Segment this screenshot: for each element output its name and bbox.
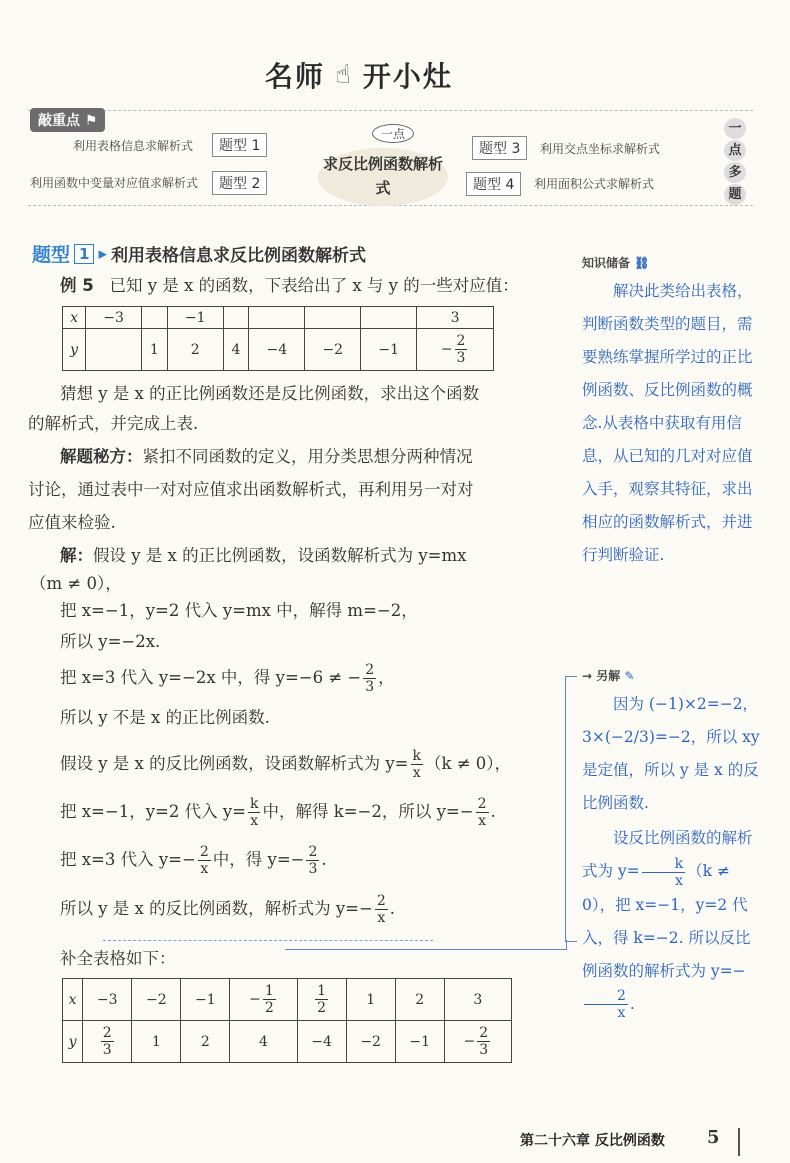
knowledge-heading: 知识储备 ⛓ [582,256,650,270]
table-row-y [63,329,494,371]
table-cell: y [63,329,86,371]
type4-label: 题型 4 [466,172,521,196]
type2-text: 利用函数中变量对应值求解析式 [30,176,199,190]
pointing-hand-icon: ☝ [335,60,353,90]
table-cell: 2 [181,1021,230,1063]
solution-line-9: 把 x=3 代入 y=− $\frac{2}{x}$ 中，得 y=− $\frac{2}{3}$ . [60,844,327,877]
tip-line-3: 应值来检验. [28,513,116,532]
solution-line-2: （m ≠ 0）， [30,574,122,593]
value-table [62,306,494,371]
table-cell: 1 [132,1021,181,1063]
type1-label: 题型 1 [212,133,267,157]
table-cell: − $\frac{2}{3}$ [444,1021,511,1063]
table-cell: − $\frac{2}{3}$ [417,329,494,371]
vertical-tag: 一 点 多 题 [724,118,746,206]
table-cell: − $\frac{1}{2}$ [230,979,297,1021]
type3-text: 利用交点坐标求解析式 [540,142,661,156]
table-cell: −1 [395,1021,444,1063]
title-left: 名师 [265,60,326,93]
table-cell: −2 [305,329,361,371]
type4-text: 利用面积公式求解析式 [534,177,655,191]
page-title [265,55,453,95]
table-cell: 3 [417,307,494,329]
speech-bubble: 一点 [372,124,414,143]
table-cell: −2 [346,1021,395,1063]
table-cell: 4 [230,1021,297,1063]
table-cell: 1 [142,329,168,371]
table-cell: −1 [361,329,417,371]
type1-text: 利用表格信息求解析式 [73,139,194,153]
solution-line-6: 所以 y 不是 x 的正比例函数. [60,708,270,727]
table-cell [223,307,249,329]
table-cell: −3 [86,307,142,329]
key-points-tag: 敲重点 ⚑ [30,108,105,132]
table-cell: $\frac{1}{2}$ [297,979,346,1021]
table-cell: x [63,979,83,1021]
footer-divider [738,1128,740,1156]
solution-line-1: 解：假设 y 是 x 的正比例函数，设函数解析式为 y=mx [60,546,467,565]
connector-bracket-bottom [285,940,567,950]
title-right: 开小灶 [362,60,453,93]
table-row-x [63,307,494,329]
table-cell: 3 [444,979,511,1021]
brush-icon: ✎ [624,669,635,683]
table-cell: −2 [132,979,181,1021]
solution-line-5: 把 x=3 代入 y=−2x 中，得 y=−6 ≠ − $\frac{2}{3}$ ， [60,662,395,695]
tip-line-1: 解题秘方：紧扣不同函数的定义，用分类思想分两种情况 [60,447,473,466]
tip-line-2: 讨论，通过表中一对对应值求出函数解析式，再利用另一对对 [28,480,474,499]
table-cell: y [63,1021,83,1063]
solution-line-4: 所以 y=−2x. [60,632,161,651]
table-cell: −4 [297,1021,346,1063]
knowledge-note: 解决此类给出表格，判断函数类型的题目，需要熟练掌握所学过的正比例函数、反比例函数的概念.从表格中获取有用信息，从已知的几对对应值入手，观察其特征，求出相应的函数解析式，并进行判断验证. [582,282,753,564]
table-cell [361,307,417,329]
connector-bracket [565,676,577,942]
solution-line-11: 补全表格如下： [60,949,176,968]
table-row-y [63,1021,512,1063]
type2-label: 题型 2 [212,171,267,195]
alt-solution-heading: → 另解 ✎ [582,669,635,683]
table-cell: 1 [346,979,395,1021]
table-cell: 2 [395,979,444,1021]
link-icon: ⛓ [634,256,650,270]
completed-table [62,978,512,1063]
alt-solution-para-1: 因为 (−1)×2=−2，3×(−2/3)=−2，所以 xy 是定值，所以 y 是 x 的反比例函数. [582,695,760,812]
alt-solution-para-2: 设反比例函数的解析式为 y= $\frac{k}{x}$ （k ≠ 0），把 x=−1，y=2 代入，得 k=−2. 所以反比例函数的解析式为 y=− $\frac{2}{x}$ . [582,829,753,1021]
solution-line-3: 把 x=−1，y=2 代入 y=mx 中，解得 m=−2， [60,601,418,620]
solution-line-10: 所以 y 是 x 的反比例函数，解析式为 y=− $\frac{2}{x}$ . [60,893,395,926]
table-cell: 2 [167,329,223,371]
solution-line-8: 把 x=−1，y=2 代入 y= $\frac{k}{x}$ 中，解得 k=−2，所以 y=− $\frac{2}{x}$ . [60,796,496,829]
question-line-2: 的解析式，并完成上表. [28,414,199,433]
table-cell: 4 [223,329,249,371]
table-cell: −4 [249,329,305,371]
type3-label: 题型 3 [472,136,527,160]
question-line-1: 猜想 y 是 x 的正比例函数还是反比例函数，求出这个函数 [60,384,480,403]
table-cell [249,307,305,329]
page-number: 5 [707,1127,720,1148]
table-cell: −1 [167,307,223,329]
table-row-x [63,979,512,1021]
table-cell: −3 [83,979,132,1021]
mindmap-center: 求反比例函数解析式 [318,148,448,206]
table-cell: x [63,307,86,329]
table-cell: $\frac{2}{3}$ [83,1021,132,1063]
solution-line-7: 假设 y 是 x 的反比例函数，设函数解析式为 y= $\frac{k}{x}$ （k ≠ 0）， [60,748,512,781]
table-cell [142,307,168,329]
table-cell [86,329,142,371]
table-cell [305,307,361,329]
section-heading: 题型 1 ▸ 利用表格信息求反比例函数解析式 [32,243,366,266]
table-cell: −1 [181,979,230,1021]
chapter-footer: 第二十六章 反比例函数 [520,1133,665,1149]
example-line: 例 5 已知 y 是 x 的函数，下表给出了 x 与 y 的一些对应值： [60,276,519,295]
